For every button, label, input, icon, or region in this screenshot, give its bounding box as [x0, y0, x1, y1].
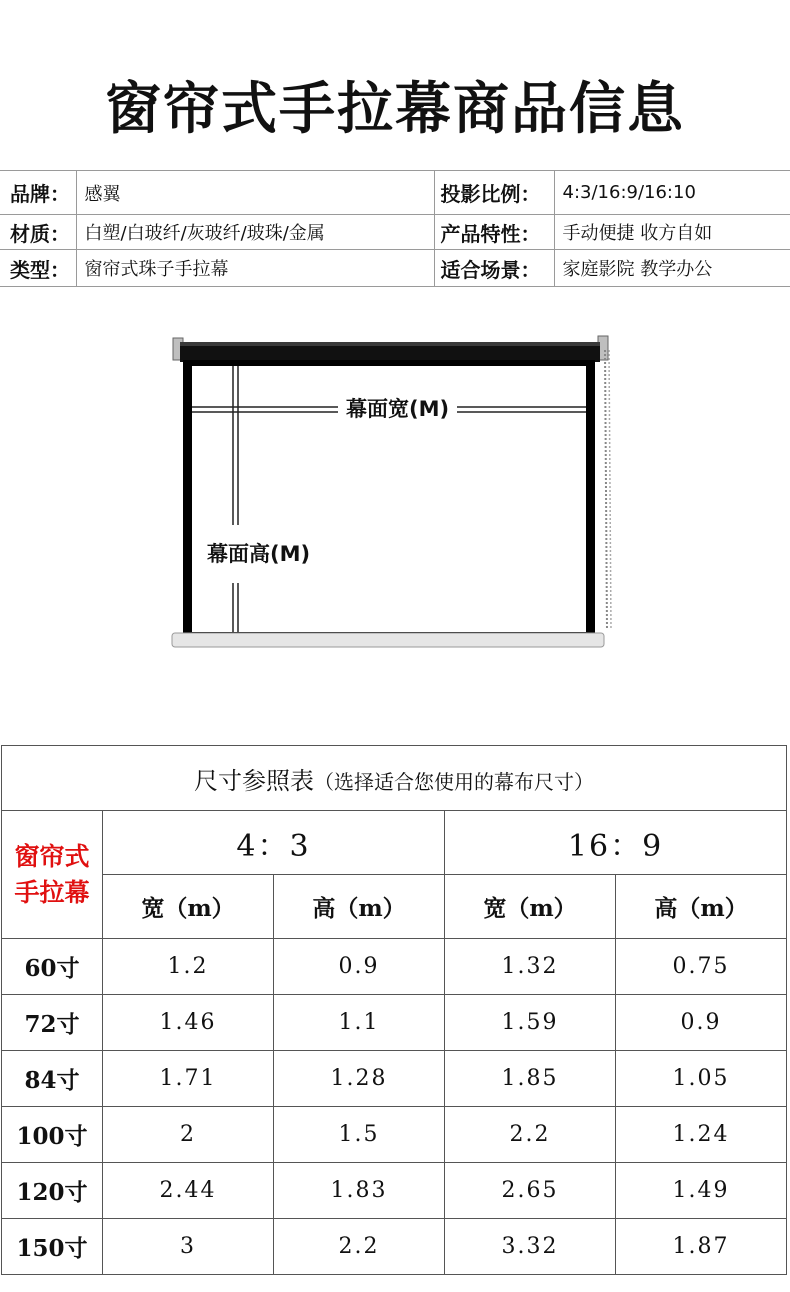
width-4-3-value: 2.44 — [103, 1163, 274, 1219]
size-reference-table — [1, 745, 787, 1275]
projector-screen-illustration — [0, 300, 790, 680]
height-4-3-value: 1.1 — [274, 995, 445, 1051]
size-label: 100寸 — [2, 1107, 103, 1163]
size-table-caption — [2, 746, 787, 811]
table-row — [2, 995, 787, 1051]
width-16-9-value: 1.32 — [445, 939, 616, 995]
height-4-3-value: 1.5 — [274, 1107, 445, 1163]
column-header-height: 高（m） — [274, 875, 445, 939]
model-label-line: 窗帘式 — [14, 841, 90, 871]
bottom-bar — [172, 633, 604, 647]
size-table-subtitle: （选择适合您使用的幕布尺寸） — [314, 769, 595, 794]
info-key: 投影比例： — [434, 171, 554, 215]
info-key: 产品特性： — [434, 215, 554, 250]
info-row — [0, 250, 790, 287]
info-value: 4:3/16:9/16:10 — [554, 171, 790, 215]
table-row — [2, 1107, 787, 1163]
screen-height-label: 幕面高(M) — [203, 525, 314, 583]
model-label-line: 手拉幕 — [14, 877, 90, 907]
table-row — [2, 1051, 787, 1107]
info-key: 材质： — [0, 215, 76, 250]
width-4-3-value: 1.46 — [103, 995, 274, 1051]
width-16-9-value: 2.2 — [445, 1107, 616, 1163]
size-label: 72寸 — [2, 995, 103, 1051]
ratio-header-4-3: 4：3 — [103, 811, 445, 875]
height-16-9-value: 1.49 — [616, 1163, 787, 1219]
width-4-3-value: 2 — [103, 1107, 274, 1163]
table-row — [2, 1219, 787, 1275]
pull-chain — [605, 350, 607, 630]
model-label — [2, 811, 103, 939]
column-header-width: 宽（m） — [445, 875, 616, 939]
table-row — [2, 939, 787, 995]
height-16-9-value: 0.75 — [616, 939, 787, 995]
info-row — [0, 215, 790, 250]
height-4-3-value: 2.2 — [274, 1219, 445, 1275]
table-row — [2, 1163, 787, 1219]
height-16-9-value: 1.05 — [616, 1051, 787, 1107]
screen-diagram — [0, 300, 790, 680]
width-16-9-value: 1.85 — [445, 1051, 616, 1107]
info-row — [0, 171, 790, 215]
info-value: 白塑/白玻纤/灰玻纤/玻珠/金属 — [76, 215, 434, 250]
screen-width-label: 幕面宽(M) — [338, 396, 457, 422]
width-16-9-value: 2.65 — [445, 1163, 616, 1219]
height-4-3-value: 0.9 — [274, 939, 445, 995]
info-key: 类型： — [0, 250, 76, 287]
height-16-9-value: 1.24 — [616, 1107, 787, 1163]
info-value: 家庭影院 教学办公 — [554, 250, 790, 287]
height-4-3-value: 1.28 — [274, 1051, 445, 1107]
page-title: 窗帘式手拉幕商品信息 — [105, 77, 685, 142]
info-key: 品牌： — [0, 171, 76, 215]
width-4-3-value: 1.71 — [103, 1051, 274, 1107]
height-16-9-value: 0.9 — [616, 995, 787, 1051]
height-4-3-value: 1.83 — [274, 1163, 445, 1219]
info-key: 适合场景： — [434, 250, 554, 287]
width-4-3-value: 1.2 — [103, 939, 274, 995]
size-table-title: 尺寸参照表 — [194, 766, 315, 795]
ratio-header-16-9: 16：9 — [445, 811, 787, 875]
width-16-9-value: 1.59 — [445, 995, 616, 1051]
size-label: 60寸 — [2, 939, 103, 995]
product-info-table — [0, 170, 790, 287]
size-label: 120寸 — [2, 1163, 103, 1219]
width-4-3-value: 3 — [103, 1219, 274, 1275]
height-16-9-value: 1.87 — [616, 1219, 787, 1275]
info-value: 手动便捷 收方自如 — [554, 215, 790, 250]
column-header-width: 宽（m） — [103, 875, 274, 939]
width-16-9-value: 3.32 — [445, 1219, 616, 1275]
info-value: 窗帘式珠子手拉幕 — [76, 250, 434, 287]
column-header-height: 高（m） — [616, 875, 787, 939]
size-label: 150寸 — [2, 1219, 103, 1275]
info-value: 感翼 — [76, 171, 434, 215]
size-label: 84寸 — [2, 1051, 103, 1107]
